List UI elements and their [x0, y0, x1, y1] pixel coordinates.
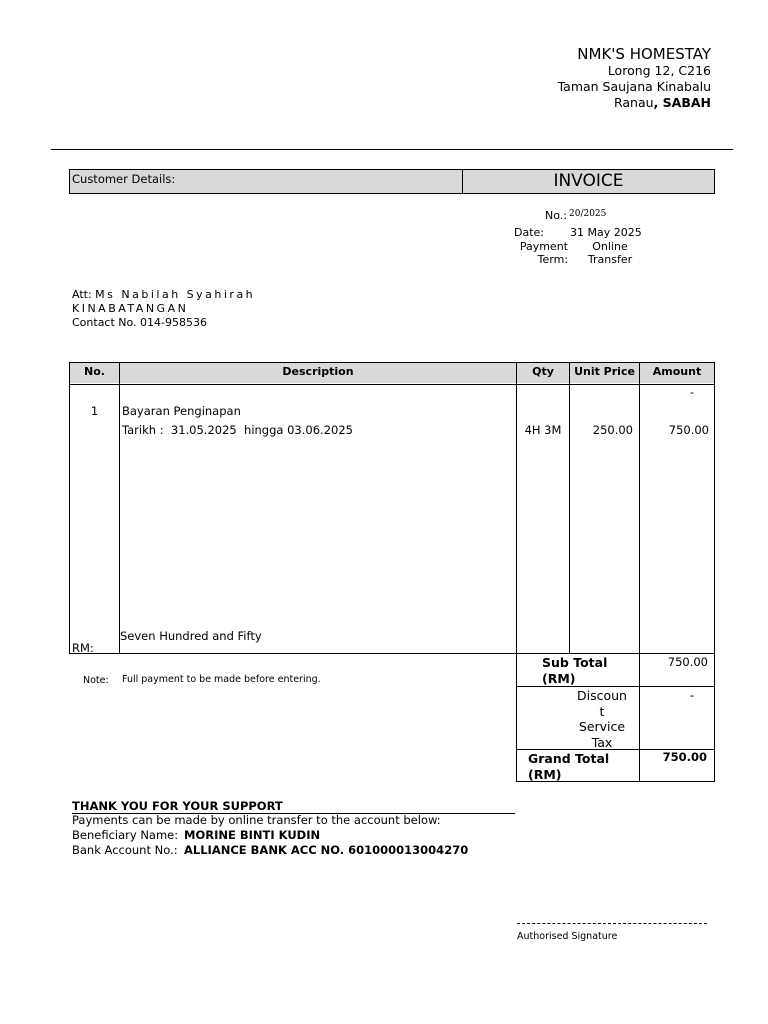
invoice-no-value: 20/2025: [569, 209, 607, 219]
note-label: Note:: [83, 675, 109, 686]
subtotal-label-line1: Sub Total: [542, 655, 608, 670]
invoice-date-label: Date:: [514, 226, 544, 239]
invoice-no-label: No.:: [545, 209, 567, 222]
invoice-title: INVOICE: [462, 169, 715, 194]
customer-name: Ms Nabilah Syahirah: [95, 288, 256, 301]
invoice-date-value: 31 May 2025: [570, 226, 642, 239]
payment-term-label-line1: Payment: [519, 240, 568, 253]
bank-value: ALLIANCE BANK ACC NO. 601000013004270: [184, 843, 469, 857]
amount-in-words: Seven Hundred and Fifty: [120, 629, 262, 643]
row-description-line2: Tarikh : 31.05.2025 hingga 03.06.2025: [122, 423, 353, 437]
customer-att: [72, 288, 255, 301]
payment-term-value: [580, 240, 640, 266]
grand-total-label: [528, 751, 609, 783]
payment-term-value-line2: Transfer: [587, 253, 633, 266]
company-header: [558, 45, 711, 111]
service-tax-label-line1: Service: [578, 719, 626, 734]
company-address-line3: [558, 95, 711, 111]
table-header-rule: [69, 384, 715, 385]
discount-label-line2: t: [599, 704, 605, 719]
col-divider-qty: [569, 362, 570, 654]
discount-value: -: [690, 688, 695, 702]
col-divider-no: [119, 362, 120, 654]
grand-total-label-line1: Grand Total: [528, 751, 610, 766]
amount-top-dash: -: [690, 385, 695, 399]
row-amount: 750.00: [668, 423, 709, 437]
subtotal-value: 750.00: [667, 655, 708, 669]
header-divider: [51, 149, 733, 150]
company-state: , SABAH: [653, 95, 711, 110]
grand-total-value: 750.00: [662, 750, 707, 764]
th-description: Description: [282, 365, 354, 378]
company-city: Ranau: [613, 95, 654, 110]
th-no: No.: [84, 365, 105, 378]
rm-label: RM:: [72, 641, 94, 655]
service-tax-label-line2: Tax: [591, 735, 613, 750]
grand-total-label-line2: (RM): [528, 767, 562, 782]
att-label: Att:: [72, 288, 92, 301]
customer-location: KINABATANGAN: [72, 302, 189, 315]
row-no: 1: [90, 404, 99, 418]
customer-details-box: Customer Details:: [69, 169, 463, 194]
col-divider-desc: [516, 362, 517, 654]
row-description-line1: Bayaran Penginapan: [122, 404, 241, 418]
company-address-line2: Taman Saujana Kinabalu: [557, 79, 711, 94]
beneficiary-value: MORINE BINTI KUDIN: [184, 828, 321, 842]
th-unit-price: Unit Price: [574, 365, 635, 378]
payment-term-label-line2: Term:: [537, 253, 568, 266]
company-name: NMK'S HOMESTAY: [577, 45, 711, 63]
row-unit-price: 250.00: [592, 423, 633, 437]
payment-term-value-line1: Online: [592, 240, 628, 253]
customer-contact: Contact No. 014-958536: [72, 316, 208, 329]
signature-line: [517, 923, 707, 924]
bank-label: Bank Account No.:: [72, 843, 178, 857]
subtotal-label: [542, 655, 607, 687]
payment-instruction: Payments can be made by online transfer to the account below:: [72, 813, 441, 827]
beneficiary-label: Beneficiary Name:: [72, 828, 179, 842]
discount-label-line1: Discoun: [577, 688, 627, 703]
payment-term-label: [510, 240, 568, 266]
th-amount: Amount: [652, 365, 702, 378]
th-qty: Qty: [532, 365, 554, 378]
thank-you-text: THANK YOU FOR YOUR SUPPORT: [72, 799, 283, 813]
signature-label: Authorised Signature: [517, 931, 618, 942]
row-qty: 4H 3M: [524, 423, 562, 437]
col-divider-price: [639, 362, 640, 654]
subtotal-label-line2: (RM): [542, 671, 576, 686]
company-address-line1: Lorong 12, C216: [607, 63, 711, 78]
discount-label: [570, 688, 634, 720]
note-text: Full payment to be made before entering.: [122, 674, 321, 685]
service-tax-label: [570, 719, 634, 751]
